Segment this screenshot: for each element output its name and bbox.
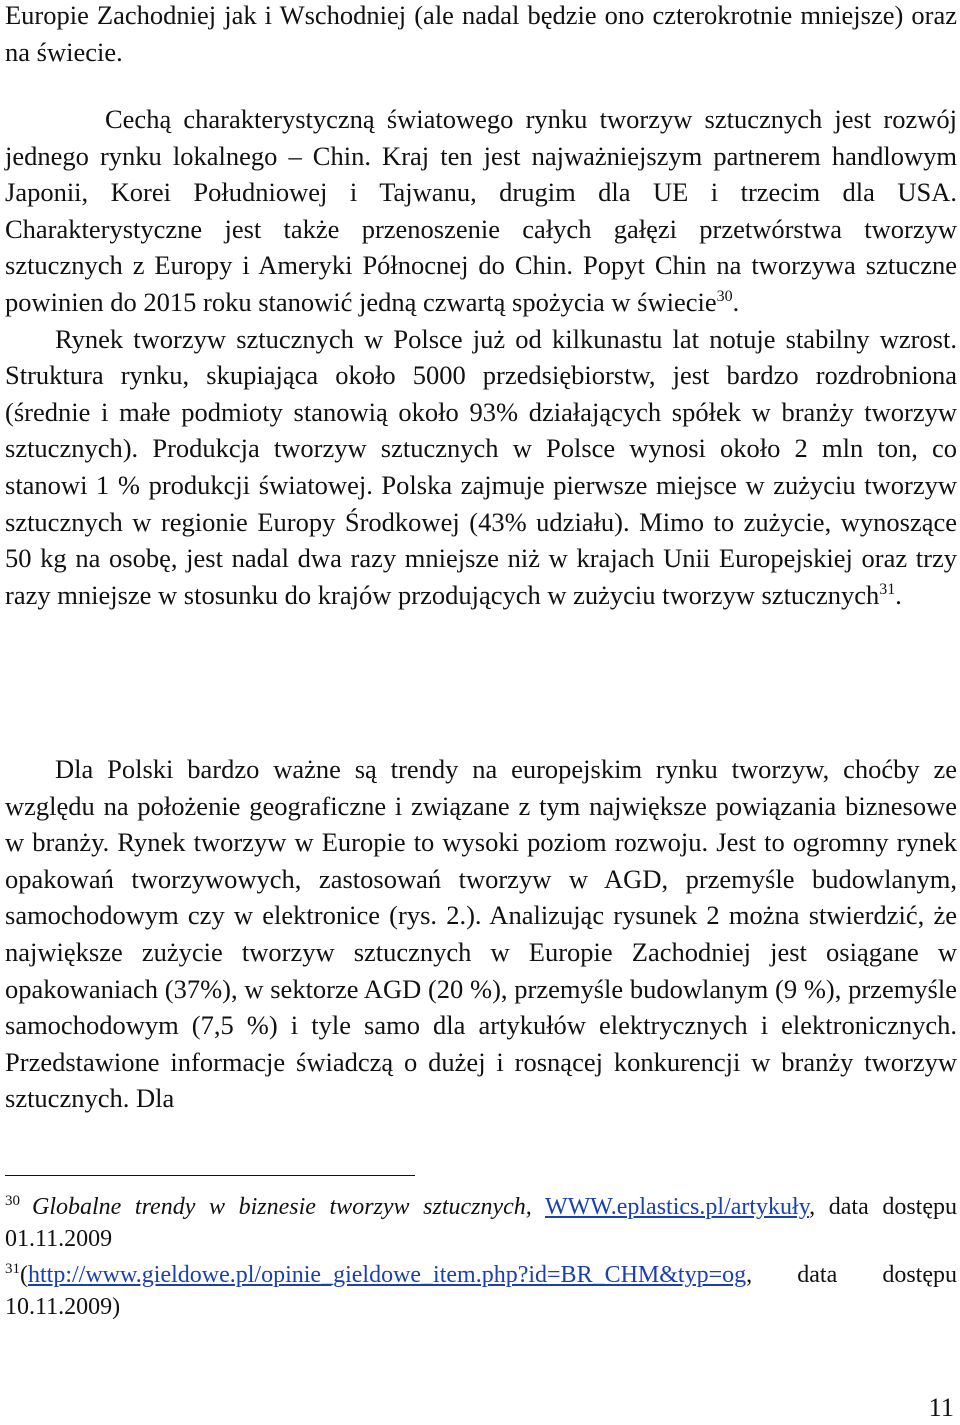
paragraph-europe-trends [5, 751, 957, 1117]
page-number: 11 [928, 1392, 954, 1422]
paragraph-text: Europie Zachodniej jak i Wschodniej (ale nadal będzie ono czterokrotnie mniejsze) oraz na świecie. [5, 0, 957, 67]
footnote-date: , data dostępu 01.11.2009 [5, 1194, 957, 1252]
footnote-separator [5, 1175, 415, 1176]
period: . [732, 286, 740, 317]
footnote-link[interactable]: WWW.eplastics.pl/artykuły [544, 1194, 810, 1220]
footnote-title: Globalne trendy w biznesie tworzyw sztucznych, [32, 1194, 532, 1220]
footnote-number: 31 [5, 1261, 20, 1277]
footnote-ref-30[interactable]: 30 [716, 288, 733, 306]
paragraph-china-and-poland [5, 101, 957, 613]
footnote-paren: ( [20, 1262, 28, 1288]
footnote-date: , data dostępu 10.11.2009) [5, 1262, 957, 1320]
footnote-ref-31[interactable]: 31 [879, 580, 896, 598]
footnote-31 [5, 1259, 957, 1323]
paragraph-text: Cechą charakterystyczną światowego rynku tworzyw sztucznych jest rozwój jednego rynku lokalnego – Chin. Kraj ten jest najważniejszym partnerem handlowym Japonii, Korei Południowej i Tajwanu, drugim dla UE i trzecim dla USA. Charakterystyczne jest także przenoszenie całych gałęzi przetwórstwa tworzyw sztucznych z Europy i Ameryki Północnej do Chin. Popyt Chin na tworzywa sztuczne powinien do 2015 roku stanowić jedną czwartą spożycia w świecie [5, 104, 957, 317]
paragraph-text: Dla Polski bardzo ważne są trendy na europejskim rynku tworzyw, choćby ze względu na położenie geograficzne i związane z tym największe powiązania biznesowe w branży. Rynek tworzyw w Europie to wysoki poziom rozwoju. Jest to ogromny rynek opakowań tworzywowych, zastosowań tworzyw w AGD, przemyśle budowlanym, samochodowym czy w elektronice (rys. 2.). Analizując rysunek 2 można stwierdzić, że największe zużycie tworzyw sztucznych w Europie Zachodniej jest osiągane w opakowaniach (37%), w sektorze AGD (20 %), przemyśle budowlanym (9 %), przemyśle samochodowym (7,5 %) i tyle samo dla artykułów elektrycznych i elektronicznych. Przedstawione informacje świadczą o dużej i rosnącej konkurencji w branży tworzyw sztucznych. Dla [5, 754, 957, 1114]
paragraph-text: Rynek tworzyw sztucznych w Polsce już od kilkunastu lat notuje stabilny wzrost. Struktura rynku, skupiająca około 5000 przedsiębiorstw, jest bardzo rozdrobniona (średnie i małe podmioty stanowią około 93% działających spółek w branży tworzyw sztucznych). Produkcja tworzyw sztucznych w Polsce wynosi około 2 mln ton, co stanowi 1 % produkcji światowej. Polska zajmuje pierwsze miejsce w zużyciu tworzyw sztucznych w regionie Europy Środkowej (43% udziału). Mimo to zużycie, wynoszące 50 kg na osobę, jest nadal dwa razy mniejsze niż w krajach Unii Europejskiej oraz trzy razy mniejsze w stosunku do krajów przodujących w zużyciu tworzyw sztucznych [5, 323, 957, 610]
paragraph-continuation [5, 0, 957, 70]
paragraph-text [5, 324, 55, 354]
period: . [895, 579, 902, 610]
footnote-number: 30 [5, 1193, 20, 1209]
footnote-30 [5, 1191, 957, 1255]
footnote-link[interactable]: http://www.gieldowe.pl/opinie_gieldowe_item.php?id=BR_CHM&typ=og [28, 1262, 747, 1288]
